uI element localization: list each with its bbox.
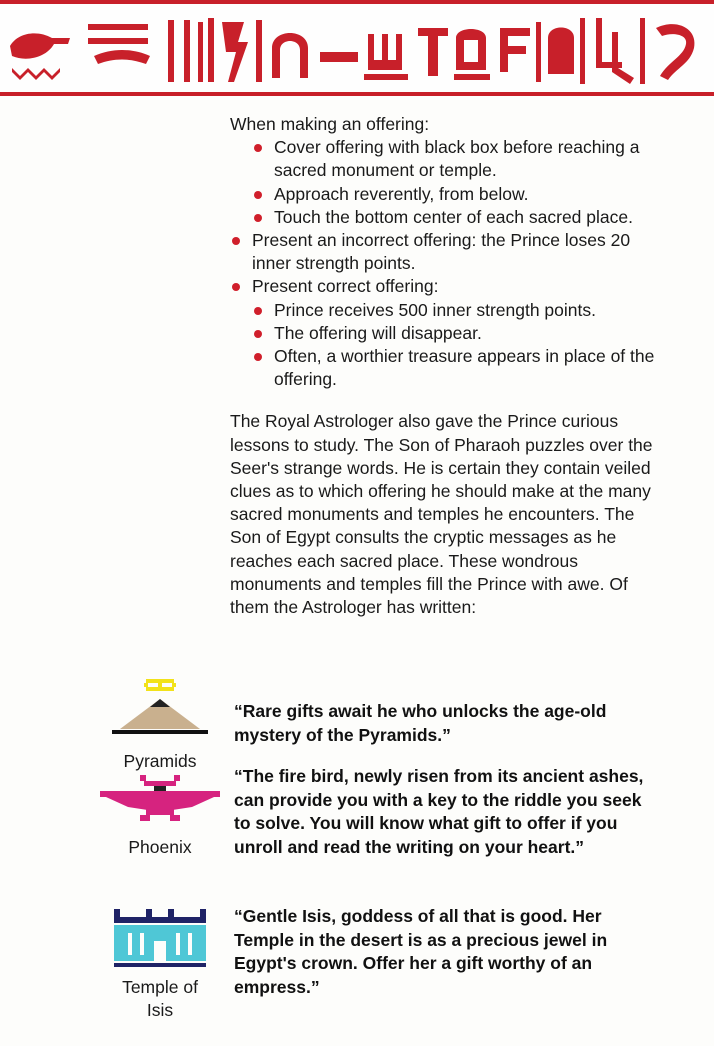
- list-item: [252, 322, 660, 345]
- list-item: [252, 299, 660, 322]
- bullet-icon: [254, 191, 262, 199]
- bullet-icon: [232, 283, 240, 291]
- incorrect-offering-text: Present an incorrect offering: the Prince loses 20 inner strength points.: [252, 230, 631, 274]
- list-item: [230, 229, 660, 275]
- pyramid-icon-box: [96, 675, 224, 773]
- correct-results-list: [252, 299, 660, 392]
- bullet-icon: [254, 307, 262, 315]
- list-item: [252, 206, 660, 229]
- offering-steps-block: [230, 136, 660, 229]
- offering-outcomes-list: [230, 229, 660, 391]
- temple-quote: “Gentle Isis, goddess of all that is good. Her Temple in the desert is as a precious jewel in Egypt's crown. Offer her a gift worthy of an empress.”: [234, 906, 608, 997]
- instructions-section: [230, 113, 660, 619]
- bullet-icon: [254, 330, 262, 338]
- list-item-text: Prince receives 500 inner strength points.: [274, 299, 596, 320]
- list-item-text: Cover offering with black box before reaching a sacred monument or temple.: [274, 137, 640, 181]
- header-bottom-rule: [0, 92, 714, 96]
- list-item-text: The offering will disappear.: [274, 322, 482, 343]
- header-top-rule: [0, 0, 714, 4]
- bullet-icon: [254, 144, 262, 152]
- pyramid-label: Pyramids: [123, 751, 197, 771]
- bullet-icon: [254, 214, 262, 222]
- list-item-text: Often, a worthier treasure appears in place of the offering.: [274, 346, 655, 390]
- hieroglyphs-icon: [8, 8, 706, 88]
- phoenix-icon: [96, 773, 224, 829]
- temple-label: Temple of Isis: [122, 977, 198, 1020]
- temple-icon-box: [98, 907, 222, 1022]
- temple-icon: [110, 907, 210, 969]
- list-item: [252, 136, 660, 182]
- list-item: [230, 275, 660, 391]
- phoenix-quote: “The fire bird, newly risen from its ancient ashes, can provide you with a key to the riddle you seek to solve. You will know what gift to offer if you unroll and read the writing on your heart.”: [234, 766, 644, 857]
- correct-offering-text: Present correct offering:: [252, 276, 439, 297]
- list-item-text: Approach reverently, from below.: [274, 183, 529, 204]
- list-item: [252, 345, 660, 391]
- bullet-icon: [254, 353, 262, 361]
- pyramid-icon: [110, 675, 210, 743]
- bullet-icon: [232, 237, 240, 245]
- hieroglyph-header: [0, 0, 714, 100]
- hieroglyph-row: [8, 8, 706, 86]
- pyramid-quote: “Rare gifts await he who unlocks the age-old mystery of the Pyramids.”: [234, 701, 607, 745]
- list-item-text: Touch the bottom center of each sacred place.: [274, 206, 633, 227]
- astrologer-paragraph: The Royal Astrologer also gave the Prince curious lessons to study. The Son of Pharaoh puzzles over the Seer's strange words. He is certain they contain veiled clues as to which offering he should make at the many sacred monuments and temples he encounters. The Son of Egypt consults the cryptic messages as he reaches each sacred place. These wondrous monuments and temples fill the Prince with awe. Of them the Astrologer has written:: [230, 411, 653, 618]
- list-item: [252, 183, 660, 206]
- phoenix-icon-box: [96, 773, 224, 859]
- phoenix-label: Phoenix: [128, 837, 192, 857]
- offering-intro: When making an offering:: [230, 114, 430, 134]
- offering-steps-list: [252, 136, 660, 229]
